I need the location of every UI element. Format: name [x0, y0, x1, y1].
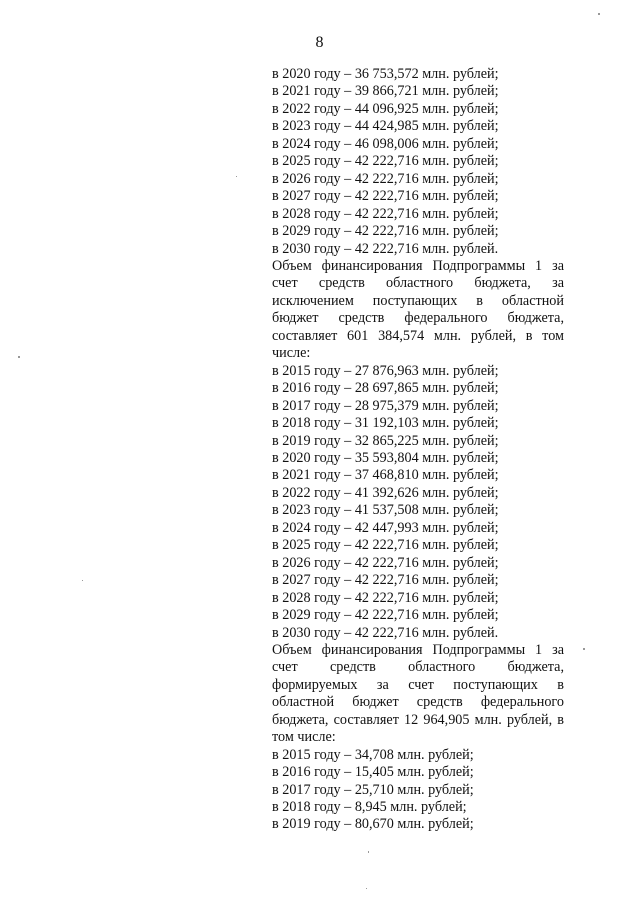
scan-speck	[583, 648, 585, 650]
funding-paragraph-federal: Объем финансирования Подпрограммы 1 за счет средств областного бюджета, формируемых за счет поступающих в областной бюджет средств федерального бюджета, составляет 12 964,905 млн. рублей, в том числе:	[272, 641, 564, 746]
year-funding-line: в 2017 году – 25,710 млн. рублей;	[272, 781, 474, 798]
scan-speck	[368, 851, 369, 853]
scan-speck	[18, 356, 20, 358]
year-funding-line: в 2025 году – 42 222,716 млн. рублей;	[272, 537, 499, 554]
year-funding-line: в 2027 году – 42 222,716 млн. рублей;	[272, 572, 499, 589]
funding-by-year-list-1	[272, 66, 564, 258]
year-funding-line: в 2019 году – 32 865,225 млн. рублей;	[272, 432, 499, 449]
year-funding-line: в 2020 году – 36 753,572 млн. рублей;	[272, 66, 499, 82]
scan-speck	[82, 580, 83, 581]
year-funding-line: в 2016 году – 28 697,865 млн. рублей;	[272, 380, 499, 397]
scan-speck	[236, 176, 237, 177]
year-funding-line: в 2025 году – 42 222,716 млн. рублей;	[272, 153, 499, 170]
funding-paragraph-regional: Объем финансирования Подпрограммы 1 за счет средств областного бюджета, за исключением поступающих в областной бюджет средств федерального бюджета, составляет 601 384,574 млн. рублей, в том числе:	[272, 257, 564, 362]
year-funding-line: в 2027 году – 42 222,716 млн. рублей;	[272, 188, 499, 205]
year-funding-line: в 2017 году – 28 975,379 млн. рублей;	[272, 397, 499, 414]
year-funding-line: в 2019 году – 80,670 млн. рублей;	[272, 816, 474, 833]
year-funding-line: в 2030 году – 42 222,716 млн. рублей.	[272, 240, 499, 257]
year-funding-line: в 2022 году – 44 096,925 млн. рублей;	[272, 100, 499, 117]
funding-by-year-list-2	[272, 363, 564, 642]
year-funding-line: в 2026 году – 42 222,716 млн. рублей;	[272, 554, 499, 571]
scan-speck	[366, 888, 367, 889]
year-funding-line: в 2029 году – 42 222,716 млн. рублей;	[272, 607, 499, 624]
year-funding-line: в 2015 году – 27 876,963 млн. рублей;	[272, 362, 499, 379]
year-funding-line: в 2023 году – 44 424,985 млн. рублей;	[272, 118, 499, 135]
year-funding-line: в 2022 году – 41 392,626 млн. рублей;	[272, 484, 499, 501]
year-funding-line: в 2021 году – 37 468,810 млн. рублей;	[272, 467, 499, 484]
year-funding-line: в 2021 году – 39 866,721 млн. рублей;	[272, 83, 499, 100]
scan-speck	[598, 13, 600, 15]
page-number: 8	[315, 34, 324, 51]
year-funding-line: в 2026 году – 42 222,716 млн. рублей;	[272, 170, 499, 187]
year-funding-line: в 2018 году – 8,945 млн. рублей;	[272, 799, 467, 816]
year-funding-line: в 2024 году – 42 447,993 млн. рублей;	[272, 519, 499, 536]
document-body	[272, 66, 564, 834]
year-funding-line: в 2018 году – 31 192,103 млн. рублей;	[272, 415, 499, 432]
year-funding-line: в 2015 году – 34,708 млн. рублей;	[272, 746, 474, 763]
year-funding-line: в 2029 году – 42 222,716 млн. рублей;	[272, 223, 499, 240]
year-funding-line: в 2024 году – 46 098,006 млн. рублей;	[272, 135, 499, 152]
funding-by-year-list-3	[272, 747, 564, 834]
year-funding-line: в 2016 году – 15,405 млн. рублей;	[272, 764, 474, 781]
year-funding-line: в 2028 году – 42 222,716 млн. рублей;	[272, 205, 499, 222]
year-funding-line: в 2020 году – 35 593,804 млн. рублей;	[272, 449, 499, 466]
year-funding-line: в 2028 году – 42 222,716 млн. рублей;	[272, 589, 499, 606]
year-funding-line: в 2023 году – 41 537,508 млн. рублей;	[272, 502, 499, 519]
year-funding-line: в 2030 году – 42 222,716 млн. рублей.	[272, 624, 499, 641]
